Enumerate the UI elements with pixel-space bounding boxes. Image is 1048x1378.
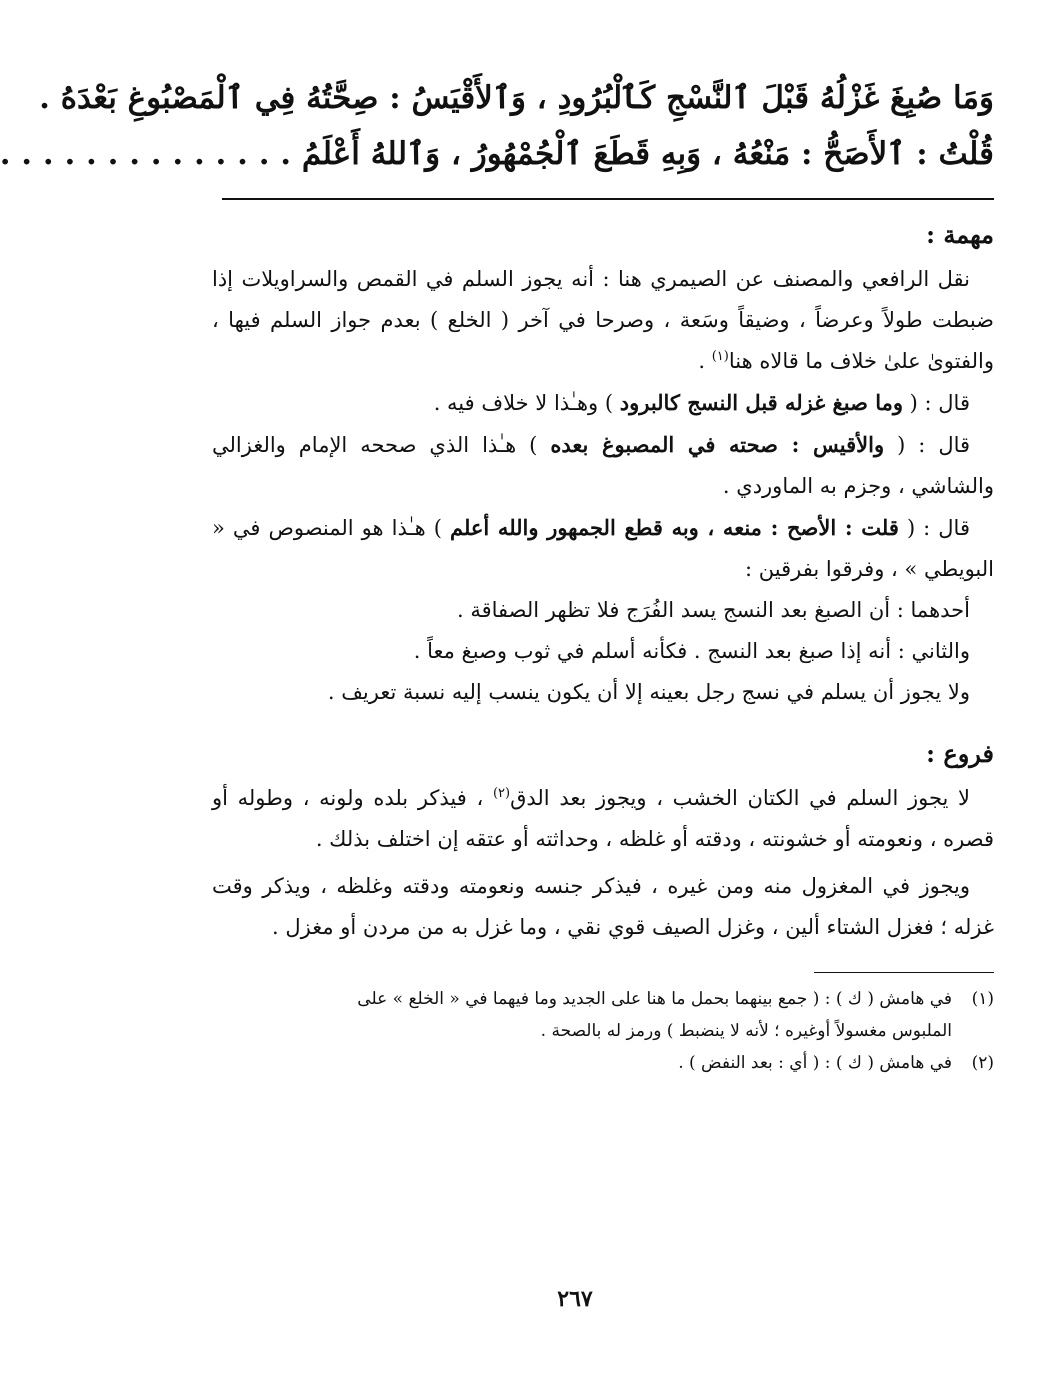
section-heading-muhimma: مهمة : [926, 220, 994, 249]
quoted-matn: وما صبغ غزله قبل النسج كالبرود [619, 390, 903, 415]
footnote: (٢)في هامش ( ك ) : ( أي : بعد النفض ) . [212, 1047, 994, 1079]
footnote-marker: (١) [711, 349, 729, 364]
page-number: ٢٦٧ [557, 1286, 593, 1312]
footnote: (١)في هامش ( ك ) : ( جمع بينهما بحمل ما هنا على الجديد وما فيهما في « الخلع » على الملبوس مغسولاً أوغيره ؛ لأنه لا ينضبط ) ورمز له بالصحة . [212, 983, 994, 1047]
paragraph: ويجوز في المغزول منه ومن غيره ، فيذكر جنسه ونعومته ودقته وغلظه ، ويذكر وقت غزله ؛ فغزل الشتاء ألين ، وغزل الصيف قوي نقي ، وما غزل به من مردن أو مغزل . [212, 874, 994, 939]
quoted-matn: والأقيس : صحته في المصبوغ بعده [550, 432, 885, 457]
distinction-two: والثاني : أنه إذا صبغ بعد النسج . فكأنه أسلم في ثوب وصبغ معاً . [413, 639, 970, 663]
footnotes [212, 983, 994, 1079]
quote-paragraph: قال : ( والأقيس : صحته في المصبوغ بعده ) هـٰذا الذي صححه الإمام والغزالي والشاشي ، وجزم به الماوردي . [212, 432, 994, 498]
paragraph: لا يجوز السلم في الكتان الخشب ، ويجوز بعد الدق$^{(٢)}$ ، فيذكر بلده ولونه ، وطوله أو قصره ، ونعومته أو خشونته ، ودقته أو غلظه ، وحداثته أو عتقه إن اختلف بذلك . [212, 786, 994, 851]
quoted-matn: قلت : الأصح : منعه ، وبه قطع الجمهور والله أعلم [449, 515, 899, 540]
footnote-divider [814, 972, 994, 973]
quote-paragraph: قال : ( قلت : الأصح : منعه ، وبه قطع الجمهور والله أعلم ) هـٰذا هو المنصوص في « البويطي » ، وفرقوا بفرقين : [212, 515, 994, 581]
commentary-body [212, 214, 994, 948]
footnote-number: (١) [971, 989, 994, 1009]
matn-divider [222, 198, 994, 200]
matn-line-1: وَمَا صُبِغَ غَزْلُهُ قَبْلَ ٱلنَّسْجِ كَٱلْبُرُودِ ، وَٱلأَقْيَسُ : صِحَّتُهُ فِي ٱلْمَصْبُوغِ بَعْدَهُ . [39, 80, 994, 116]
quote-paragraph: قال : ( وما صبغ غزله قبل النسج كالبرود ) وهـٰذا لا خلاف فيه . [433, 390, 970, 415]
matn-line-2: قُلْتُ : ٱلأَصَحُّ : مَنْعُهُ ، وَبِهِ قَطَعَ ٱلْجُمْهُورُ ، وَٱللهُ أَعْلَمُ . . . . . . . . . . . . . . [0, 136, 994, 172]
distinction-one: أحدهما : أن الصبغ بعد النسج يسد الفُرَج فلا تظهر الصفاقة . [457, 598, 970, 622]
page-content [0, 70, 994, 1079]
footnote-number: (٢) [971, 1053, 994, 1073]
paragraph: ولا يجوز أن يسلم في نسج رجل بعينه إلا أن يكون ينسب إليه نسبة تعريف . [327, 680, 970, 704]
section-heading-furu: فروع : [926, 739, 994, 768]
footnote-marker: (٢) [492, 786, 511, 801]
matn-text [0, 70, 994, 182]
paragraph: نقل الرافعي والمصنف عن الصيمري هنا : أنه يجوز السلم في القمص والسراويلات إذا ضبطت طولاً وعرضاً ، وضيقاً وسَعة ، وصرحا في آخر ( الخلع ) بعدم جواز السلم فيها ، والفتوىٰ علىٰ خلاف ما قالاه هنا$^{(١)}$ . [212, 267, 994, 373]
